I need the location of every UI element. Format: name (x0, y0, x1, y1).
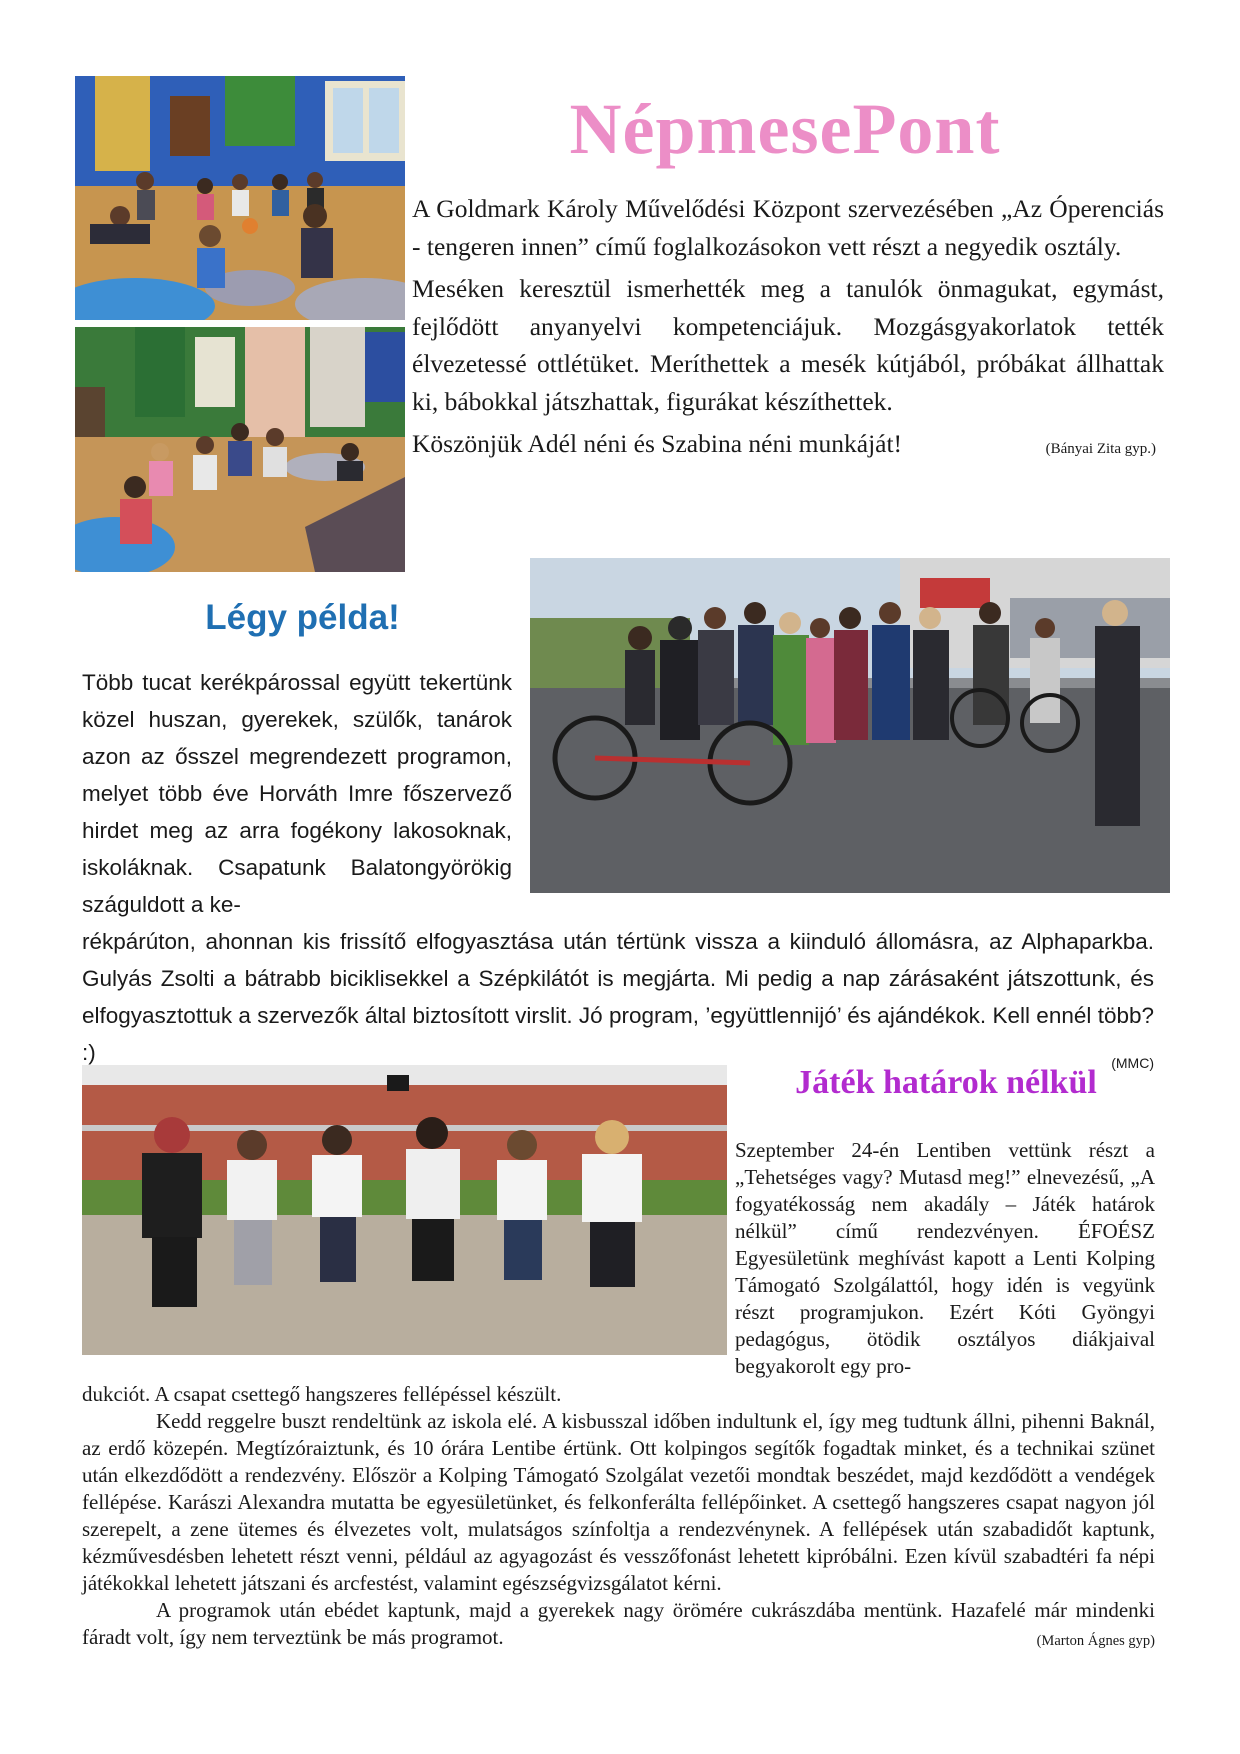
nepmesepont-article (412, 190, 1164, 469)
article-paragraph: Meséken keresztül ismerhették meg a tanulók önmagukat, egymást, fejlődött anyanyelvi kompetenciájuk. Mozgásgyakorlatok tették élvezetessé ottlétüket. Meríthettek a mesék kútjából, próbákat állhattak ki, bábokkal játszhattak, figurákat készíthettek. (412, 274, 1164, 416)
legy-pelda-article-wrapped: Több tucat kerékpárossal együtt tekertünk közel huszan, gyerekek, szülők, tanárok azon az ősszel megrendezett programon, melyet több éve Horváth Imre főszervező hirdet meg az arra fogékony lakosoknak, iskoláknak. Csapatunk Balatongyörökig száguldott a ke- (82, 670, 512, 917)
article-paragraph: rékpárúton, ahonnan kis frissítő elfogyasztása után tértünk vissza a kiinduló állomásra, az Alphaparkba. Gulyás Zsolti a bátrabb biciklisekkel a Szépkilátót is megjárta. Mi pedig a nap zárásaként játszottunk, és elfogyasztottuk a szervezők által biztosított virslit. Jó program, ’együttlennijó’ és ajándékok. Kell ennél több? :) (82, 929, 1154, 1065)
section-title-jatek-hatarok-nelkul: Játék határok nélkül (795, 1064, 1097, 1101)
thanks-line (412, 425, 1164, 463)
photo-storytelling-2 (75, 327, 405, 572)
article-paragraph: dukciót. A csapat csettegő hangszeres fellépéssel készült. (82, 1382, 562, 1406)
photo-storytelling-1 (75, 76, 405, 320)
photo-performers (82, 1065, 727, 1355)
article-text: A programok után ebédet kaptunk, majd a gyerekek nagy örömére cukrászdába mentünk. Hazafelé már mindenki fáradt volt, így nem terveztünk be más programot. (82, 1598, 1155, 1649)
section-title-legy-pelda: Légy példa! (205, 598, 400, 637)
legy-pelda-article-full (82, 923, 1154, 1073)
author-signature: (MMC) (1111, 1055, 1154, 1071)
photo-cyclists-group (530, 558, 1170, 893)
section-title-nepmesepont: NépmesePont (569, 89, 1001, 169)
author-signature: (Bányai Zita gyp.) (1045, 441, 1156, 457)
article-paragraph: A Goldmark Károly Művelődési Központ szervezésében „Az Óperenciás - tengeren innen” című foglalkozásokon vett részt a negyedik osztály. (412, 194, 1164, 261)
thanks-text: Köszönjük Adél néni és Szabina néni munkáját! (412, 429, 903, 458)
jatek-article-wrapped: Szeptember 24-én Lentiben vettünk részt a „Tehetséges vagy? Mutasd meg!” elnevezésű, „A fogyatékosság nem akadály – Játék határok nélkül” című rendezvényen. ÉFOÉSZ Egyesületünk meghívást kapott a Lenti Kolping Támogató Szolgálattól, hogy idén is vegyünk részt programjukon. Ezért Kóti Gyöngyi pedagógus, ötödik osztályos diákjaival begyakorolt egy pro- (735, 1138, 1155, 1378)
article-paragraph: Kedd reggelre buszt rendeltünk az iskola elé. A kisbusszal időben indultunk el, így meg tudtunk állni, pihenni Baknál, az erdő közepén. Megtízóraiztunk, és 10 órára Lentibe értünk. Ott kolpingos segítők fogadtak minket, és a technikai szünet után elkezdődött a rendezvény. Először a Kolping Támogató Szolgálat vezetői mondtak beszédet, majd kezdődött a vendégek fellépése. Karászi Alexandra mutatta be egyesületünket, és felkonferálta fellépőinket. A csettegő hangszeres csapat nagyon jól szerepelt, a zene ütemes és élvezetes volt, mulatságos színfoltja a rendezvénynek. A fellépések után szabadidőt kaptunk, kézművesdésben lehetett részt venni, például az agyagozást és vesszőfonást lehetett kipróbálni. Ezen kívül szabadtéri fa népi játékokkal lehetett játszani és arcfestést, valamint egészségvizsgálatot kérni. (82, 1409, 1155, 1595)
article-paragraph-last (82, 1597, 1155, 1651)
jatek-article-full (82, 1381, 1155, 1655)
author-signature: (Marton Ágnes gyp) (1036, 1633, 1155, 1649)
